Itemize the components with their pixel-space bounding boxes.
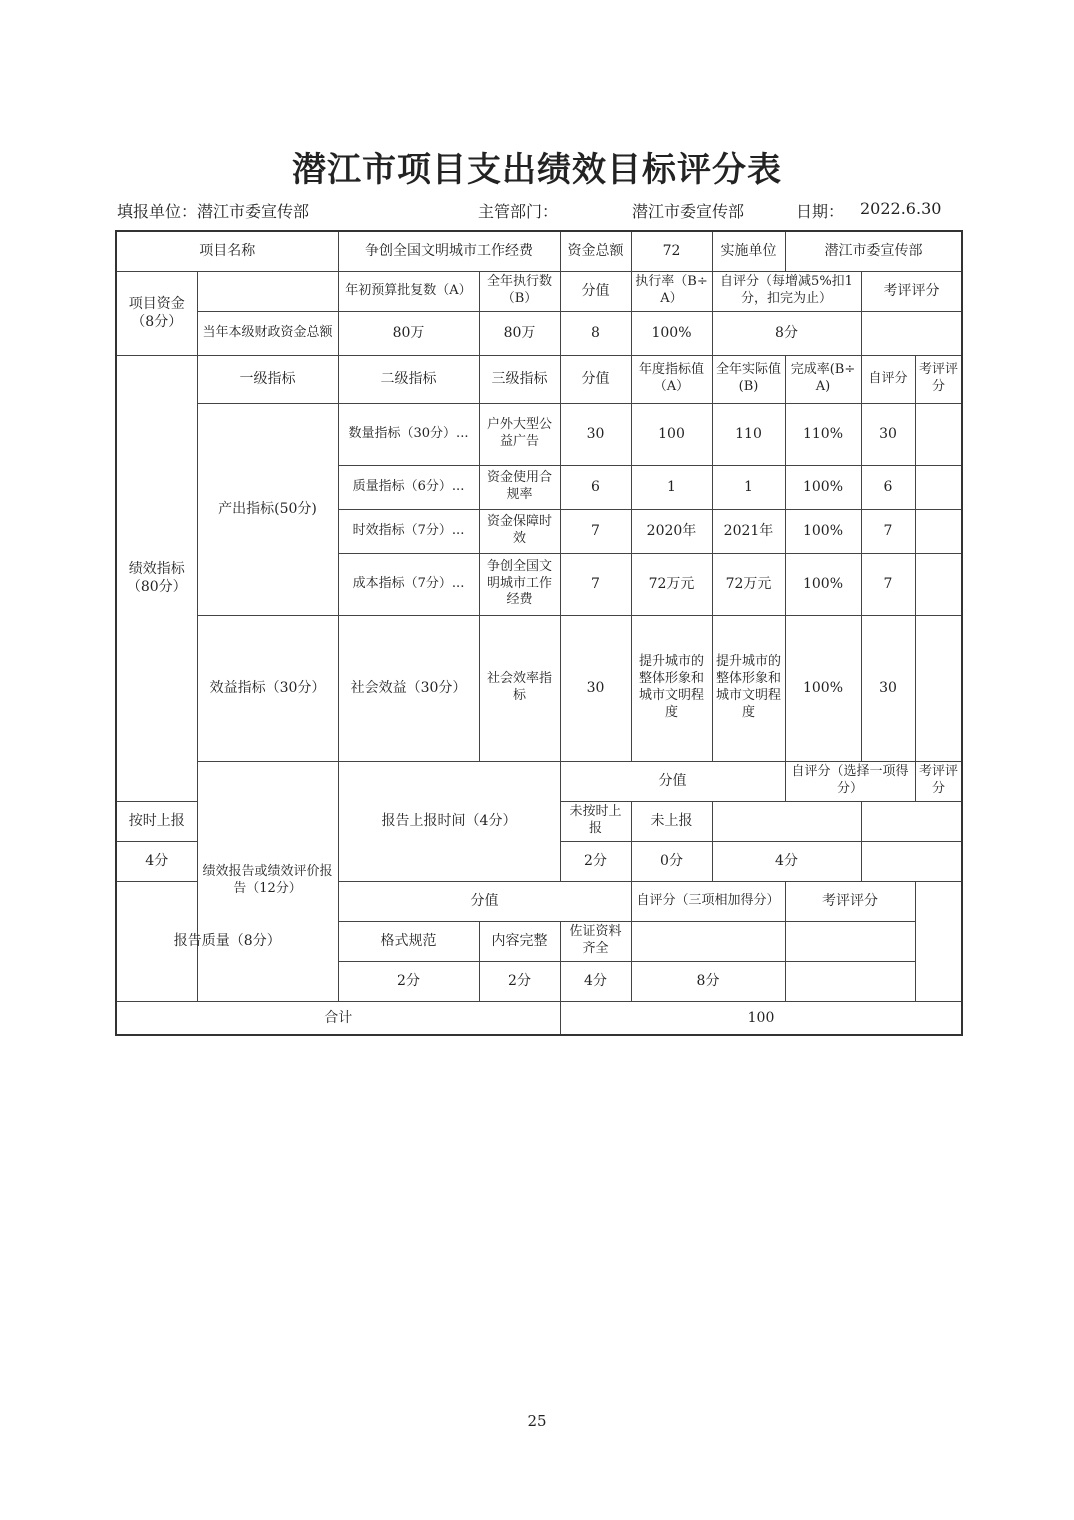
funds-total-label: 资金总额 — [560, 231, 631, 271]
date-value: 2022.6.30 — [860, 199, 942, 218]
total-row — [116, 1001, 962, 1035]
option-value: 2分 — [338, 961, 479, 1001]
lvl2-cell: 成本指标（7分）... — [338, 553, 479, 615]
report-time-score-label: 分值 — [560, 761, 785, 801]
perf-score-header: 分值 — [560, 355, 631, 403]
target-header: 年度指标值（A） — [631, 355, 712, 403]
rate-value: 100% — [631, 311, 712, 355]
lvl2-cell: 数量指标（30分）... — [338, 403, 479, 465]
lvl2-cell: 社会效益（30分） — [338, 615, 479, 761]
lvl1-header: 一级指标 — [197, 355, 338, 403]
funds-total-value: 72 — [631, 231, 712, 271]
budget-header: 年初预算批复数（A） — [338, 271, 479, 311]
impl-unit-value: 潜江市委宣传部 — [785, 231, 962, 271]
option-cell: 未按时上报 — [560, 801, 631, 841]
score-cell: 30 — [560, 615, 631, 761]
report-quality-label: 报告质量（8分） — [116, 881, 338, 1001]
target-cell: 72万元 — [631, 553, 712, 615]
project-name-value: 争创全国文明城市工作经费 — [338, 231, 560, 271]
actual-cell: 110 — [712, 403, 785, 465]
option-cell: 格式规范 — [338, 921, 479, 961]
reporting-unit: 填报单位：潜江市委宣传部 — [117, 202, 310, 221]
project-row — [116, 231, 962, 271]
completion-cell: 100% — [785, 465, 861, 509]
report-time-label: 报告上报时间（4分） — [338, 761, 560, 881]
empty-cell — [631, 921, 785, 961]
target-cell: 100 — [631, 403, 712, 465]
lvl2-cell: 质量指标（6分）... — [338, 465, 479, 509]
report-section-label: 绩效报告或绩效评价报告（12分） — [197, 761, 338, 1001]
option-value: 2分 — [479, 961, 560, 1001]
actual-header: 全年实际值(B) — [712, 355, 785, 403]
score-cell: 30 — [560, 403, 631, 465]
option-value: 4分 — [116, 841, 197, 881]
perf-self-header: 自评分 — [861, 355, 915, 403]
exec-value: 80万 — [479, 311, 560, 355]
lvl2-cell: 时效指标（7分）... — [338, 509, 479, 553]
empty-cell — [861, 801, 962, 841]
self-score-header: 自评分（每增减5%扣1分，扣完为止） — [712, 271, 861, 311]
impl-unit-label: 实施单位 — [712, 231, 785, 271]
report-time-self-value: 4分 — [712, 841, 861, 881]
table-row — [116, 403, 962, 465]
rate-header: 执行率（B÷A） — [631, 271, 712, 311]
review-cell — [915, 615, 962, 761]
funding-section-label: 项目资金（8分） — [116, 271, 197, 355]
option-cell: 佐证资料齐全 — [560, 921, 631, 961]
empty-cell — [197, 271, 338, 311]
review-header: 考评评分 — [861, 271, 962, 311]
target-cell: 2020年 — [631, 509, 712, 553]
table-row — [116, 615, 962, 761]
page-title: 潜江市项目支出绩效目标评分表 — [292, 150, 782, 190]
completion-cell: 100% — [785, 553, 861, 615]
project-name-label: 项目名称 — [116, 231, 338, 271]
actual-cell: 1 — [712, 465, 785, 509]
dept-value: 潜江市委宣传部 — [632, 202, 745, 221]
date-label: 日期： — [796, 202, 845, 221]
option-cell: 未上报 — [631, 801, 712, 841]
lvl3-cell: 资金保障时效 — [479, 509, 560, 553]
exec-header: 全年执行数（B） — [479, 271, 560, 311]
empty-cell — [785, 921, 915, 961]
self-cell: 6 — [861, 465, 915, 509]
score-value: 8 — [560, 311, 631, 355]
self-score-value: 8分 — [712, 311, 861, 355]
lvl3-cell: 户外大型公益广告 — [479, 403, 560, 465]
score-cell: 7 — [560, 553, 631, 615]
benefit-indicator-label: 效益指标（30分） — [197, 615, 338, 761]
lvl3-cell: 社会效率指标 — [479, 615, 560, 761]
review-cell — [915, 403, 962, 465]
output-indicator-label: 产出指标(50分) — [197, 403, 338, 615]
lvl3-cell: 资金使用合规率 — [479, 465, 560, 509]
actual-cell: 2021年 — [712, 509, 785, 553]
score-header: 分值 — [560, 271, 631, 311]
lvl3-header: 三级指标 — [479, 355, 560, 403]
self-cell: 7 — [861, 553, 915, 615]
target-cell: 1 — [631, 465, 712, 509]
review-cell — [915, 465, 962, 509]
review-cell — [915, 509, 962, 553]
total-value: 100 — [560, 1001, 962, 1035]
review-cell — [915, 553, 962, 615]
option-value: 4分 — [560, 961, 631, 1001]
empty-cell — [861, 841, 962, 881]
total-label: 合计 — [116, 1001, 560, 1035]
report-quality-review-label: 考评评分 — [785, 881, 915, 921]
report-time-review-label: 考评评分 — [915, 761, 962, 801]
option-value: 0分 — [631, 841, 712, 881]
review-value — [861, 311, 962, 355]
perf-section-label: 绩效指标（80分） — [116, 355, 197, 801]
score-cell: 6 — [560, 465, 631, 509]
score-table — [115, 230, 963, 1036]
report-time-self-label: 自评分（选择一项得分） — [785, 761, 915, 801]
self-cell: 7 — [861, 509, 915, 553]
score-cell: 7 — [560, 509, 631, 553]
completion-header: 完成率(B÷A) — [785, 355, 861, 403]
completion-cell: 110% — [785, 403, 861, 465]
funding-row-label: 当年本级财政资金总额 — [197, 311, 338, 355]
lvl2-header: 二级指标 — [338, 355, 479, 403]
report-quality-score-label: 分值 — [338, 881, 631, 921]
page-number: 25 — [527, 1412, 547, 1430]
funding-data-row — [116, 311, 962, 355]
actual-cell: 提升城市的整体形象和城市文明程度 — [712, 615, 785, 761]
option-value: 2分 — [560, 841, 631, 881]
option-cell: 按时上报 — [116, 801, 197, 841]
completion-cell: 100% — [785, 509, 861, 553]
dept-label: 主管部门： — [478, 202, 559, 221]
lvl3-cell: 争创全国文明城市工作经费 — [479, 553, 560, 615]
empty-cell — [785, 961, 915, 1001]
completion-cell: 100% — [785, 615, 861, 761]
empty-cell — [712, 801, 861, 841]
funding-header-row — [116, 271, 962, 311]
self-cell: 30 — [861, 615, 915, 761]
budget-value: 80万 — [338, 311, 479, 355]
perf-review-header: 考评评分 — [915, 355, 962, 403]
actual-cell: 72万元 — [712, 553, 785, 615]
report-quality-self-label: 自评分（三项相加得分） — [631, 881, 785, 921]
self-cell: 30 — [861, 403, 915, 465]
perf-header-row — [116, 355, 962, 403]
report-time-header-row — [116, 761, 962, 801]
report-quality-self-value: 8分 — [631, 961, 785, 1001]
target-cell: 提升城市的整体形象和城市文明程度 — [631, 615, 712, 761]
option-cell: 内容完整 — [479, 921, 560, 961]
